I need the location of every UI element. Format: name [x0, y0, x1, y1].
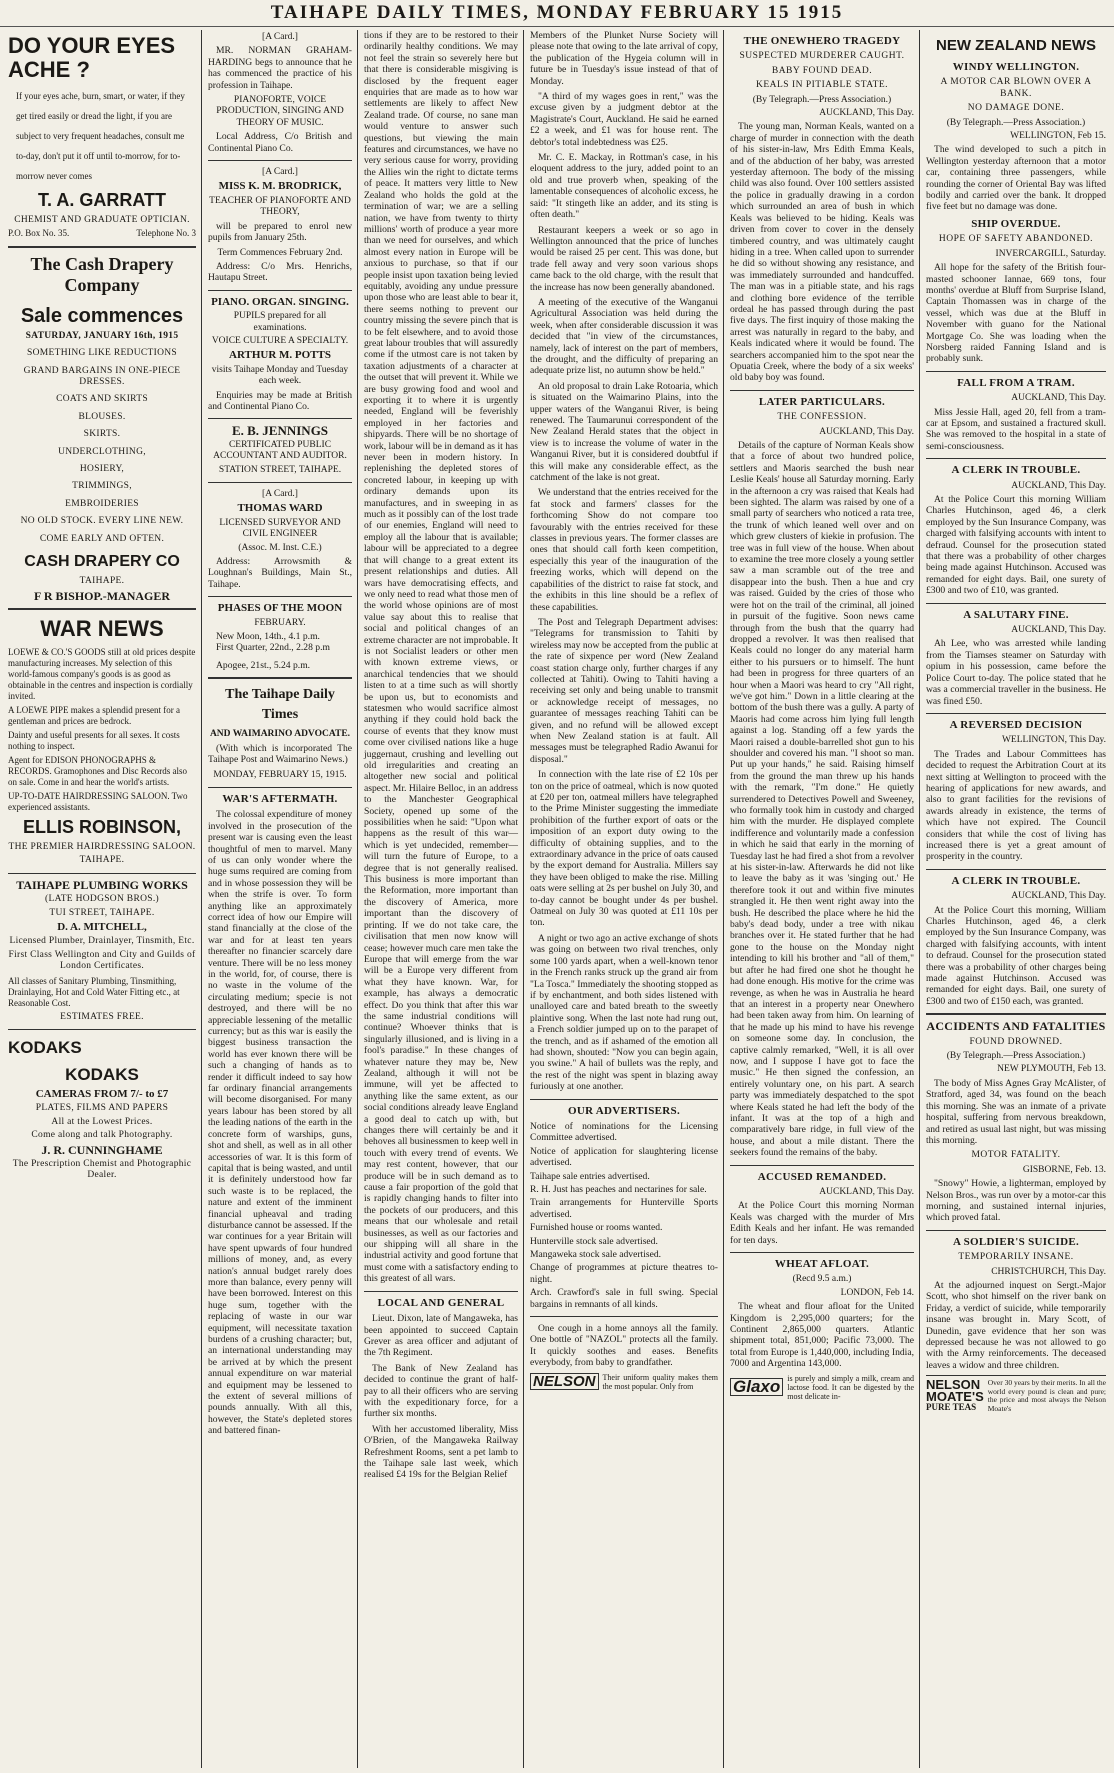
jennings-title: CERTIFICATED PUBLIC ACCOUNTANT AND AUDITOR. — [213, 439, 347, 462]
tragedy-subhead: BABY FOUND DEAD. — [771, 65, 873, 76]
dateline: AUCKLAND, This Day. — [1011, 480, 1106, 491]
dateline: WELLINGTON, Feb 15. — [1010, 131, 1106, 142]
brodrick-body: will be prepared to enrol new pupils from January 25th. — [208, 220, 352, 244]
paper-sub: AND WAIMARINO ADVOCATE. — [209, 729, 351, 740]
windy-subhead: NO DAMAGE DONE. — [967, 103, 1065, 114]
paper-incorporated: (With which is incorporated The Taihape Post and Waimarino News.) — [208, 742, 352, 766]
advertisers-list — [530, 1121, 718, 1310]
fine-headline: A SALUTARY FINE. — [963, 608, 1069, 621]
tram-body: Miss Jessie Hall, aged 20, fell from a tram-car at Epsom, and sustained a fractured skull. She was removed to the hospital in a state of semi-consciousness. — [926, 406, 1106, 452]
dateline: WELLINGTON, This Day. — [1001, 735, 1106, 746]
advertiser-item: R. H. Just has peaches and nectarines for sale. — [530, 1184, 707, 1195]
column-cards-editorial — [204, 30, 356, 1768]
nz-news-headline: NEW ZEALAND NEWS — [936, 37, 1096, 54]
decision-body: The Trades and Labour Committees has decided to request the Arbitration Court at its next sitting at Wellington to proceed with the hearing of applications for new awards, and also to grant facilities for the revisions of awards already in existence, the terms of which have not expired. The Council considers that while the cost of living has increased there is yet a great amount of prosperity in the country. — [926, 748, 1106, 863]
local-item: Mr. C. E. Mackay, in Rottman's case, in his eloquent address to the jury, added point to an old and true proverb when, speaking of the lamentable consequences of alcoholic excess, he said: "It stingeth like an adder, and its sting is often death." — [530, 152, 718, 221]
advertisers-headline: OUR ADVERTISERS. — [568, 1104, 680, 1117]
card-pianoforte: PIANOFORTE, VOICE PRODUCTION, SINGING AND THEORY OF MUSIC. — [216, 95, 344, 128]
nelson-tag: Their uniform quality makes them the most popular. Only from — [602, 1372, 718, 1391]
plumbing-street: TUI STREET, TAIHAPE. — [49, 907, 155, 918]
divider — [926, 713, 1106, 714]
war-news-title: WAR NEWS — [40, 615, 164, 641]
plumbing-name: D. A. MITCHELL, — [57, 920, 147, 933]
editorial-headline: WAR'S AFTERMATH. — [222, 792, 338, 805]
ship-headline: SHIP OVERDUE. — [971, 217, 1061, 230]
wheat-received: (Recd 9.5 a.m.) — [792, 1274, 852, 1285]
telegraph-credit: (By Telegraph.—Press Association.) — [946, 117, 1086, 128]
card-local-address: Local Address, C/o British and Continental Piano Co. — [208, 131, 352, 154]
plumbing-title: TAIHAPE PLUMBING WORKS — [16, 877, 188, 892]
advertiser-item: Notice of application for slaughtering license advertised. — [530, 1145, 718, 1169]
ward-assoc: (Assoc. M. Inst. C.E.) — [238, 542, 322, 553]
cameras-line: CAMERAS FROM 7/- to £7 — [35, 1087, 169, 1100]
brodrick-address: Address: C/o Mrs. Henrichs, Hautapu Street. — [208, 260, 352, 284]
local-item: The Post and Telegraph Department advises: "Telegrams for transmission to Tahiti by wireless may now be accepted from the public at the rate of sixpence per word (New Zealand coast station charge only, further charges if any collected at Tahiti). Owing to Tahiti having a receiving set only and being unable to transmit or acknowledge receipt of messages, no guarantee of messages reaching Tahiti can be given, and no refund will be allowed except when New Zealand station is at fault. All messages must be telegraphed Radio Awanui for disposal." — [530, 616, 718, 765]
confession-subhead: THE CONFESSION. — [777, 412, 867, 423]
local-general-headline: LOCAL AND GENERAL — [377, 1296, 505, 1309]
ship-subhead: HOPE OF SAFETY ABANDONED. — [938, 234, 1094, 245]
divider — [208, 482, 352, 483]
ellis-robinson: ELLIS ROBINSON, — [22, 816, 181, 837]
column-rule — [919, 30, 920, 1768]
moon-head: PHASES OF THE MOON — [217, 602, 343, 615]
telegraph-credit: (By Telegraph.—Press Association.) — [752, 94, 892, 105]
divider — [926, 603, 1106, 604]
dateline: LONDON, Feb 14. — [840, 1287, 914, 1298]
windy-headline: WINDY WELLINGTON. — [952, 61, 1080, 73]
telegraph-credit: (By Telegraph.—Press Association.) — [946, 1051, 1086, 1062]
divider — [364, 1291, 518, 1292]
plumbing-cert: First Class Wellington and City and Guilds of London Certificates. — [8, 949, 196, 972]
plates-line: PLATES, FILMS AND PAPERS — [35, 1103, 169, 1114]
clerk-body: At the Police Court this morning William Charles Hutchinson, aged 46, a clerk employed by the Sun Insurance Company, was charged with falsifying accounts with intent to defraud. Counsel for the prosecution stated that there was a probability of other charges being made against Hutchinson. Accused was remanded for eight days. Bail, one surety of £300 and two of £10, was granted. — [926, 494, 1106, 597]
tea-tag: Over 30 years by their merits. In all the world every pound is clean and pure; the price and most always the Nelson Moate's — [987, 1378, 1106, 1413]
ward-name: THOMAS WARD — [237, 502, 323, 515]
advertiser-item: Furnished house or rooms wanted. — [530, 1222, 663, 1234]
advertiser-item: Change of programmes at picture theatres to-night. — [530, 1262, 718, 1285]
hairdressing-text: UP-TO-DATE HAIRDRESSING SALOON. Two experienced assistants. — [8, 790, 188, 812]
garratt-sub: CHEMIST AND GRADUATE OPTICIAN. — [14, 215, 190, 225]
sale-line: TRIMMINGS, — [72, 481, 132, 492]
sale-lines — [8, 348, 196, 545]
loewe-text-2: A LOEWE PIPE makes a splendid present for a gentleman and prices are bedrock. — [8, 704, 180, 726]
plumbing-estimates: ESTIMATES FREE. — [60, 1011, 144, 1022]
plumbing-trade: Licensed Plumber, Drainlayer, Tinsmith, Etc. — [9, 936, 195, 947]
glaxo-brand: Glaxo — [730, 1378, 783, 1395]
tea-brand-block — [926, 1379, 984, 1413]
ellis-place: TAIHAPE. — [79, 855, 125, 866]
divider — [208, 677, 352, 679]
divider — [530, 1099, 718, 1100]
cash-manager: F R BISHOP.-MANAGER — [33, 588, 171, 603]
advertiser-item: Taihape sale entries advertised. — [530, 1170, 650, 1182]
tragedy-subhead: SUSPECTED MURDERER CAUGHT. — [739, 51, 905, 62]
column-rule — [201, 30, 202, 1768]
loewe-text-1: LOEWE & CO.'S GOODS still at old prices despite manufacturing increases. My selection of this world-famous company's goods is as good as obtainable in the centres and inspection is cordially invited. — [8, 646, 196, 701]
column-rule — [523, 30, 524, 1768]
dateline: AUCKLAND, This Day. — [819, 426, 914, 437]
tea-brand: NELSON MOATE'S — [926, 1377, 984, 1404]
divider — [926, 1013, 1106, 1015]
ward-address: Address: Arrowsmith & Loughnan's Buildings, Main St., Taihape. — [208, 556, 352, 590]
eyes-ad-body: If your eyes ache, burn, smart, or water, if they get tired easily or dread the light, if you are subject to very frequent headaches, consult me to-day, don't put it off until to-morrow, for to-morrow never comes — [16, 91, 185, 181]
divider — [926, 458, 1106, 459]
sale-line: EMBROIDERIES — [65, 498, 139, 509]
drowned-headline: FOUND DROWNED. — [969, 1036, 1063, 1047]
moon-line: First Quarter, 22nd., 2.28 p.m — [216, 642, 330, 654]
card-label: [A Card.] — [262, 489, 298, 499]
paper-date: MONDAY, FEBRUARY 15, 1915. — [213, 769, 347, 780]
advertiser-item: Mangaweka stock sale advertised. — [530, 1249, 662, 1261]
moon-month: FEBRUARY. — [254, 617, 306, 628]
nelson-brand: NELSON — [530, 1373, 599, 1390]
divider — [208, 418, 352, 419]
later-body: Details of the capture of Norman Keals show that a force of about two hundred police, settlers and Maoris searched the bush near Leslie Keals' house all Saturday morning. Early in the afternoon a cry was raised that Keals had been sighted. The alarm was raised by one of a small party of searchers who noticed a rata tree, the trunk of which leaned well over and on which grew clusters of kiekie in profusion. The tree was in full view of the house. When about to examine the tree more closely a young settler saw a man scramble out of the tree and disappear into the bush. Then a hue and cry was raised. Guided by the cries of those who were hot on the trail of the criminal, all joined in pursuit of the fugitive. Soon news came through from the bush that the quarry had dropped a revolver. It was then realised that Keals could no longer do any material harm either to his pursuers or to himself. The hunt had been in progress for three quarters of an hour when a Maori was heard to cry "All right, we've got him." Down in a little clearing at the bottom of the bush there was a gully. A party of Maoris had come across him lying full length against a log. Standing off a few yards the Maori raised a double-barrelled shot gun to his shoulder and covered his man. "I shoot so man. Put up your hands," he said. Raising himself from the ground the man threw up his hands with the remark, "I'm done." He quietly surrendered to Detectives Powell and Sweeney, who formally took him in custody and charged him with the murder. He displayed complete indifference and voluntarily made a confession in which he said that early in the morning of Tuesday last he had fired a shot from a revolver at his sister-in-law. Afterwards he did not like to leave the baby as it was 'singing out.' He therefore took it out and within five minutes strangled it. He then went right away into the bush. He described the place where he hid the baby's dead body, under a tree with nikau branches over it. He stated further that he had gone to the house on the Monday night intending to kill his brother and "all of them," but after he had fired one shot he thought he had done enough. His motive for the crime was revenge, as when he was in Australia he heard that an interest in a property near Onewhero had been taken away from him. On learning of that he made up his mind to have his revenge on someone some day. In conclusion, the captive calmly remarked, "Well, it is all over now, and I suppose I have got to face the music." He then signed the confession, an entirely voluntary one, on his part. A search party was immediately despatched to the spot where Keals stated he had left the body of the infant. It was at the top of a high and comparatively bare ridge, in full view of the house, and about a mile distant. There the seekers found the remains of the baby. — [730, 440, 914, 1159]
cash-place: TAIHAPE. — [79, 576, 125, 587]
plumbing-classes: All classes of Sanitary Plumbing, Tinsmithing, Drainlaying, Hot and Cold Water Fitting etc., at Reasonable Cost. — [8, 975, 180, 1008]
tragedy-body: The young man, Norman Keals, wanted on a charge of murder in connection with the death of his sister-in-law, Mrs Edith Emma Keals, and of the abduction of her baby, was arrested yesterday afternoon. The body of the missing child was also found. Over 100 settlers assisted the police in gradually drawing in a cordon which surrounded an area of bush in which Keals was believed to be hiding. Keals was driven from cover to cover in the densely timbered country, and was ultimately caught hiding in a tree. When called upon to surrender he did so without showing any resistance, and was immediately surrounded and handcuffed. The man was in a pitiable state, and his rags and clothing bore evidence of the terrible ordeal he has passed through during the past five days. The first inquiry of those making the arrest was naturally in regard to the baby, and Keals indicated where it would be found. The searchers accompanied him to the spot near the Opuatia Creek, where the body of a six weeks' old baby boy was found. — [730, 121, 914, 384]
divider — [208, 290, 352, 291]
divider — [208, 596, 352, 597]
sale-date: SATURDAY, JANUARY 16th, 1915 — [25, 330, 179, 341]
local-item: A meeting of the executive of the Wanganui Agricultural Association was held during the week, when after considerable discussion it was decided that "in view of the circumstances, namely, lack of interest on the part of members, the drought, and the difficulty of preparing an adequate prize list, no autumn show be held." — [530, 296, 718, 377]
cunninghame-name: J. R. CUNNINGHAME — [41, 1142, 163, 1157]
voice-culture: VOICE CULTURE A SPECIALTY. — [211, 335, 349, 346]
clerk-headline: A CLERK IN TROUBLE. — [951, 464, 1081, 477]
column-editorial-continued — [360, 30, 522, 1768]
column-advertisements — [4, 30, 200, 1768]
sale-title: Sale commences — [20, 304, 184, 327]
brodrick-name: MISS K. M. BRODRICK, — [218, 180, 342, 193]
dateline: AUCKLAND, This Day. — [1011, 891, 1106, 902]
dateline: NEW PLYMOUTH, Feb 13. — [997, 1064, 1106, 1075]
advertiser-item: Train arrangements for Hunterville Sports advertised. — [530, 1197, 718, 1220]
dateline: AUCKLAND, This Day. — [1011, 625, 1106, 636]
divider — [8, 1029, 196, 1030]
paper-title: The Taihape Daily Times — [225, 687, 335, 723]
dateline: AUCKLAND, This Day. — [819, 108, 914, 119]
advertiser-item: Hunterville stock sale advertised. — [530, 1235, 658, 1247]
divider — [730, 1252, 914, 1253]
sale-line: SOMETHING LIKE REDUCTIONS — [27, 348, 177, 359]
kodaks-title: KODAKS — [8, 1037, 82, 1057]
cash-drapery-title: The Cash Drapery Company — [30, 253, 174, 295]
sale-line: NO OLD STOCK. EVERY LINE NEW. — [20, 516, 184, 527]
sale-line: COME EARLY AND OFTEN. — [39, 533, 165, 544]
divider — [8, 873, 196, 874]
motor-body: "Snowy" Howie, a lighterman, employed by Nelson Bros., was run over by a motor-car this morning, and sustained internal injuries, which proved fatal. — [926, 1178, 1106, 1224]
dateline: AUCKLAND, This Day. — [819, 1187, 914, 1197]
wheat-headline: WHEAT AFLOAT. — [774, 1258, 870, 1271]
cunninghame-sub: The Prescription Chemist and Photographic Dealer. — [12, 1159, 192, 1181]
moon-line: Apogee, 21st., 5.24 p.m. — [216, 659, 311, 671]
local-item: Members of the Plunket Nurse Society will please note that owing to the late arrival of copy, the publication of the Hygeia column will in future be in Tuesday's issue instead of that of Monday. — [530, 30, 718, 87]
local-item: In connection with the late rise of £2 10s per ton on the price of oatmeal, which is now quoted at £20 per ton, oatmeal millers have telegraphed to the Prime Minister suggesting the immediate prohibition of the further export of oats or the imposition of an export duty owing to the difficulty of obtaining supplies, and to the extraordinary advance in the price of oats caused by the export demand for Australia. Millers say they have been obliged to make the rise. Milling oats were selling at 2s per bushel on July 30, and to-day cannot be bought under 4s per bushel. Oatmeal on July 30 was quoted at £11 10s per ton. — [530, 769, 718, 929]
local-item: We understand that the entries received for the fat stock and farmers' classes for the forthcoming Show do not compare too favourably with the entries received for these classes in previous years. The former classes are ones that should call forth keen competition, especially this year of the inauguration of the freezing works, which will depend on the capabilities of the district to raise fat stock, and the exhibits in this line should be a reflex of these capabilities. — [530, 487, 718, 613]
lowest-line: All at the Lowest Prices. — [51, 1116, 153, 1127]
divider — [730, 390, 914, 391]
suicide-subhead: TEMPORARILY INSANE. — [958, 1252, 1074, 1263]
edison-text: Agent for EDISON PHONOGRAPHS & RECORDS. Gramophones and Disc Records also on sale. Come in and hear the world's artists. — [8, 754, 187, 787]
local-item: Restaurant keepers a week or so ago in Wellington announced that the price of lunches would be raised 25 per cent. This was done, but trade fell away and very soon various shops came back to the old charge, with the result that the increase has now been generally abandoned. — [530, 224, 718, 293]
ship-body: All hope for the safety of the British four-masted schooner Iannae, 669 tons, four months' overdue at Bluff from Surprise Island, Captain Thomassen was in charge of the vessel, which was due at the Bluff in November with guano for the National Mortgage Co. She was loading when the Norsberg raided Fanning Island and is probably sunk. — [926, 262, 1106, 365]
editorial-continued: tions if they are to be restored to their ordinarily healthy conditions. We may not feel the strain so severely here but that there is considerable misgiving is disclosed by the frequent eager enquiries that are made as to how war settlements are likely to affect New Zealand trade. Of course, no sane man would venture to answer such questions, but viewing the main features and circumstances, we have no very serious cause for worry, providing the Allies win the right to dictate terms of peace. It matters very little to New Zealand who holds the gold at the termination of war; we are a selling nation, we have from twenty to thirty millions' worth of produce a year more than we need for ourselves, and which almost every nation in Europe will be anxious to purchase, so that if our people insist upon taxation being levied equitably, avoiding any undue pressure upon those who are least able to bear it, there seems nothing to prevent our country missing the severe pinch that is to be felt elsewhere, and to avoid those great labour troubles that will assuredly come if the utmost care is not taken by taxation adjustments of a character at the outset that will prevent it. While we are busy growing food and wool and exporting it to where it is urgently needed, England will be feverishly employed in her factories and shipyards. There will be no shortage of work, labour will be in demand as it has never been in modern history. In replenishing the depleted stores of concreted labour, in keeping up with ordinary demands upon its manufactures, and in sweeping in as much as it possibly can of the lost trade of our enemies, England will need to employ all the labour that is available; labour will be appreciated to a degree that will change to a great extent its present relationships and duties. All wars have democratising effects, and we only need to read what those men of the world whose opinions are of most value say about this to realise that social and political changes of an extreme character are not improbable. It is not Socialist leaders or other men with known extreme views, or anarchical tendencies that we should listen to at a time such as will shortly be upon us, but to economists and statesmen who would sacrifice almost anything if they could hold back the course of events that they know must come over civilised nations like a huge juggernaut, crushing and levelling out old irregularities and creating an altogether new social and political aspect. Mr. Hilaire Belloc, in an address to the Manchester Geographical Society, opened up some of the possibilities when he said: "Upon what happens as the result of this war—which is yet undecided, remember—will turn the future of Europe, to a degree that is not generally realised. This business is more important than the Reformation, more important than the discovery of America, more important than the discovery of printing. If we do not take care, the civilisation that men now know will cease; however much care men take the Europe that will emerge from the war will be a Europe very different from what they have known. War, for example, has always a democratic effect. Do you think that after this war the same industrial conditions will continue? Whoever thinks that is singularly illusioned, and is living in a fool's paradise." In these changes of whatever nature they may be, New Zealand, although it will not be immune, will yet be affected to anything like the same extent, as our social conditions already leave England a good deal to catch up with, but changes there will certainly be and it behoves all businessmen to keep well in touch with every trend of events. We may rest content, however, that our produce will be in such demand as to cause a fair proportion of the gold that is rapidly changing hands to filter into the pockets of our producers, and this means that our wholesale and retail businesses, as well as our factories and our shipping will all share in the industrial activity and good fortune that must come with a satisfactory ending to this greatest of all wars. — [364, 30, 519, 1285]
local-item: "A third of my wages goes in rent," was the excuse given by a judgment debtor at the Magistrate's Court, Auckland. He said he earned £2 a week, and £1 was for house rent. The debtor's total indebtedness was £25. — [530, 91, 718, 148]
suicide-headline: A SOLDIER'S SUICIDE. — [952, 1235, 1080, 1248]
loewe-text-3: Dainty and useful presents for all sexes. It costs nothing to inspect. — [8, 729, 180, 751]
column-onewhero-tragedy — [726, 30, 918, 1768]
tea-sub: PURE TEAS — [926, 1402, 977, 1413]
garratt-box: P.O. Box No. 35. — [8, 228, 70, 239]
divider — [926, 371, 1106, 372]
glaxo-ad — [730, 1374, 914, 1401]
ward-title: LICENSED SURVEYOR AND CIVIL ENGINEER — [219, 517, 341, 540]
sale-line: UNDERCLOTHING, — [58, 446, 146, 457]
garratt-name: T. A. GARRATT — [38, 190, 166, 210]
motor-headline: MOTOR FATALITY. — [971, 1150, 1061, 1161]
plumbing-sub: (LATE HODGSON BROS.) — [45, 894, 159, 905]
sale-line: HOSIERY, — [79, 464, 125, 475]
tram-headline: FALL FROM A TRAM. — [957, 376, 1075, 389]
column-new-zealand-news — [922, 30, 1110, 1768]
glaxo-tag: is purely and simply a milk, cream and lactose food. It can be digested by the most delicate in- — [787, 1373, 914, 1401]
brodrick-title: TEACHER OF PIANOFORTE AND THEORY, — [209, 195, 351, 218]
wheat-body: The wheat and flour afloat for the United Kingdom is 2,295,000 quarters; for the Continent 2,865,000 quarters. Atlantic shipment total, 851,000; Pacific 73,000. The total from Europe is 1,440,000, including India, 7000 and Argentina 143,000. — [730, 1301, 914, 1370]
jennings-name: E. B. JENNINGS — [231, 423, 329, 439]
nelson-ad — [530, 1373, 718, 1391]
suicide-body: At the adjourned inquest on Sergt.-Major Scott, who shot himself on the river bank on Friday, a verdict of suicide, while temporarily insane was brought in. Mary Scott, of Dunedin, gave evidence that her son was depressed because he was not allowed to go with the Army reinforcements. The deceased leaves a widow and three children. — [926, 1279, 1106, 1371]
advertiser-item: Notice of nominations for the Licensing Committee advertised. — [530, 1120, 718, 1144]
potts-body: visits Taihape Monday and Tuesday each week. — [211, 364, 349, 387]
nazol-ad: One cough in a home annoys all the family. One bottle of "NAZOL" protects all the family. It quickly soothes and eases. Benefits everybody, from baby to grandfather. — [530, 1323, 718, 1369]
ellis-sub: THE PREMIER HAIRDRESSING SALOON. — [8, 841, 196, 852]
sale-line: COATS AND SKIRTS — [56, 394, 148, 405]
jennings-address: STATION STREET, TAIHAPE. — [218, 464, 342, 475]
drowned-body: The body of Miss Agnes Gray McAlister, of Stratford, aged 34, was found on the beach this morning. She was an inmate of a private hospital, suffering from nervous breakdown, and retired as usual last night, but was missing this morning. — [926, 1077, 1106, 1146]
dateline: INVERCARGILL, Saturday. — [995, 248, 1106, 259]
windy-body: The wind developed to such a pitch in Wellington yesterday afternoon that a motor car, containing three passengers, while rounding the corner of Oriental Bay was lifted bodily and carried over the bank. It dropped five feet but no damage was done. — [926, 144, 1106, 213]
fine-body: Ah Lee, who was arrested while landing from the Tiamses steamer on Saturday with opium in his possession, came before the Police Court to-day. The police stated that he was a commercial traveller in the business. He was fined £50. — [926, 638, 1106, 707]
garratt-contact — [8, 228, 196, 239]
clerk-body: At the Police Court this morning, William Charles Hutchinson, aged 46, a clerk employed by the Sun Insurance Company, was charged with falsifying accounts, with intent to defraud. Counsel for the prosecution stated there was a probability of other charges being made against Hutchinson. Accused was remanded for eight days. Bail, one surety of £300 and two of £150 each, was granted. — [926, 904, 1106, 1007]
brodrick-term: Term Commences February 2nd. — [217, 247, 343, 258]
sale-line: SKIRTS. — [83, 429, 121, 440]
local-item: Lieut. Dixon, late of Mangaweka, has been appointed to succeed Captain Grever as area officer and adjutant of the 7th Regiment. — [364, 1313, 518, 1359]
divider — [208, 160, 352, 161]
card-label: [A Card.] — [262, 32, 298, 42]
sale-line: GRAND BARGAINS IN ONE-PIECE DRESSES. — [23, 365, 181, 388]
card-label: [A Card.] — [262, 167, 298, 178]
local-item: The Bank of New Zealand has decided to continue the grant of half-pay to all their officers who are serving with the expeditionary force, for a further six months. — [364, 1362, 518, 1420]
column-rule — [357, 30, 358, 1768]
advertiser-item: Arch. Crawford's sale in full swing. Special bargains in remnants of all kinds. — [530, 1287, 718, 1310]
moon-line: New Moon, 14th., 4.1 p.m. — [216, 631, 320, 643]
potts-enquiries: Enquiries may be made at British and Continental Piano Co. — [208, 389, 352, 412]
cash-co: CASH DRAPERY CO — [24, 553, 180, 571]
accidents-headline: ACCIDENTS AND FATALITIES — [926, 1019, 1106, 1034]
divider — [730, 1165, 914, 1166]
local-item: A night or two ago an active exchange of shots was going on between two rival trenches, only some 100 yards apart, when a well-known tenor in the French ranks struck up the grand air from "La Tosca." Immediately the shooting stopped as if by enchantment, and both sides listened with unalloyed care and bated breath to the sweetly plaintive song. When the last note had rung out, a French soldier jumped up on to the parapet of the trench, and as if ashamed of the emotion all had shown, shouted: "Now you can begin again, you swine." A hail of bullets was the reply, and the rest of the night was spent in blazing away furiously at one another. — [530, 932, 718, 1093]
remand-body: At the Police Court this morning Norman Keals was charged with the murder of Mrs Edith Keals and her infant. He was remanded for ten days. — [730, 1200, 914, 1246]
windy-subhead: A MOTOR CAR BLOWN OVER A BANK. — [940, 77, 1092, 99]
divider — [8, 608, 196, 610]
tragedy-headline: THE ONEWHERO TRAGEDY — [743, 35, 901, 47]
kodaks-title-2: KODAKS — [65, 1064, 139, 1084]
column-local-items — [526, 30, 722, 1768]
local-item: With her accustomed liberality, Miss O'Brien, of the Mangaweka Railway Refreshment Rooms, sent a pet lamb to the Taihape sale last week, which realised £4 19s for the Belgian Relief — [364, 1423, 518, 1481]
clerk-headline: A CLERK IN TROUBLE. — [951, 874, 1081, 887]
tea-ad — [926, 1375, 1106, 1413]
divider — [208, 787, 352, 788]
card-graham-harding: MR. NORMAN GRAHAM-HARDING begs to announce that he has commenced the practice of his profession in Taihape. — [208, 45, 352, 91]
garratt-phone: Telephone No. 3 — [136, 228, 196, 239]
dateline: AUCKLAND, This Day. — [1011, 393, 1106, 404]
later-headline: LATER PARTICULARS. — [758, 395, 886, 408]
piano-head: PIANO. ORGAN. SINGING. — [211, 295, 349, 308]
sale-line: BLOUSES. — [78, 411, 126, 422]
dateline: GISBORNE, Feb. 13. — [1022, 1164, 1106, 1175]
come-line: Come along and talk Photography. — [31, 1130, 173, 1141]
dateline: CHRISTCHURCH, This Day. — [991, 1266, 1106, 1277]
tragedy-subhead: KEALS IN PITIABLE STATE. — [755, 80, 889, 91]
eyes-ad-title: DO YOUR EYES ACHE ? — [8, 33, 176, 82]
divider — [926, 869, 1106, 870]
divider — [8, 246, 196, 248]
column-rule — [723, 30, 724, 1768]
divider — [530, 1316, 718, 1317]
piano-pupils: PUPILS prepared for all examinations. — [233, 311, 327, 333]
local-item: An old proposal to drain Lake Rotoaria, which is situated on the Waimarino Plains, into the upper waters of the Wanganui River, is being renewed. The Taumarunui correspondent of the New Zealand Herald states that the object in view is to increase the volume of water in the Wanganui River, but it is considered doubtful if this will make any considerable effect, as the catchment of the lake is not great. — [530, 380, 718, 484]
divider — [926, 1230, 1106, 1231]
potts-name: ARTHUR M. POTTS — [229, 349, 331, 362]
editorial-body: The colossal expenditure of money involved in the prosecution of the present war is causing even the least thoughtful of men to marvel. Many of us can only wonder where the huge sums required are coming from and in whose possession they will be when the strife is over. To form anything like an approximately correct idea of how our Empire will stand financially at the close of the war and for at least ten years thereafter no financier scarcely dare venture. There will be no less money in the world, for, of course, there is no waste in the volume of the circulating medium; specie is not destroyed, and there will be no appreciable lessening of the metallic currency; but as this war is easily the biggest business transaction the world has ever known there will be such a changing of hands as to render it difficult indeed to say how far ordinary financial arrangements will become disorganised. For many years labour has been stored by all the leading nations of the earth in the concrete form of warships, guns, shot and shell, as well as in all other accessories of war. It is this form of capital that is being wasted, and until it is definitely understood how far such waste is to be replaced, the nature and extent of the imminent financial upheaval and trading disturbance cannot be assessed. If the war continues for a year Britain will have spent upwards of four hundred millions of money, and, as every nation's annual budget rarely does more than balance, every penny will have been borrowed. Interest on this huge sum, together with the replacing of waste in our war equipment, will necessitate taxation burdens of a crushing character; but, an international understanding may be arrived at by which the present annual expenditure on war material and equipment may be lessened to the extent of several millions of pounds annually. With all this, however, the State's depleted stores and battered finan- — [208, 809, 352, 1437]
remand-headline: ACCUSED REMANDED. — [757, 1170, 887, 1183]
decision-headline: A REVERSED DECISION — [949, 718, 1083, 731]
masthead: TAIHAPE DAILY TIMES, MONDAY FEBRUARY 15 1915 — [0, 0, 1114, 27]
